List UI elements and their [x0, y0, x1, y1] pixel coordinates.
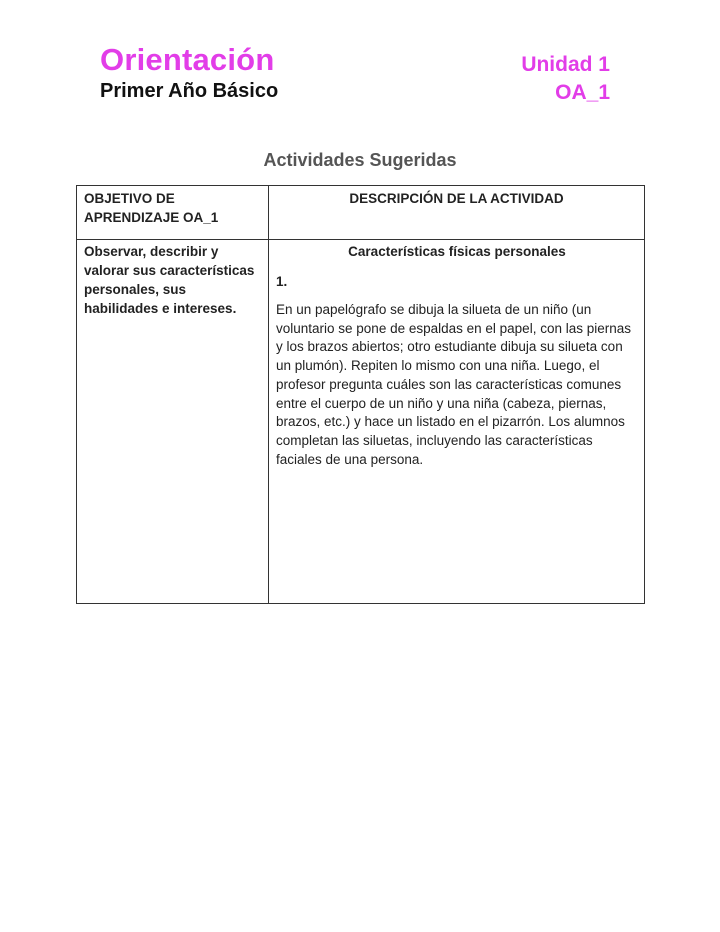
description-cell — [269, 240, 645, 604]
column-header-objective: OBJETIVO DE APRENDIZAJE OA_1 — [77, 186, 269, 240]
objective-cell: Observar, describir y valorar sus características personales, sus habilidades e intereses. — [77, 240, 269, 604]
activities-table — [76, 185, 645, 604]
table-header-row — [77, 186, 645, 240]
table-row — [77, 240, 645, 604]
column-header-description: DESCRIPCIÓN DE LA ACTIVIDAD — [269, 186, 645, 240]
subject-title: Orientación — [100, 42, 275, 77]
oa-label: OA_1 — [555, 81, 610, 104]
activity-number: 1. — [276, 274, 288, 289]
unit-label: Unidad 1 — [521, 53, 610, 76]
grade-title: Primer Año Básico — [100, 80, 279, 102]
section-title: Actividades Sugeridas — [263, 150, 457, 170]
activity-description: En un papelógrafo se dibuja la silueta de un niño (un voluntario se pone de espaldas en el papel, con las piernas y los brazos abiertos; otro estudiante dibuja su silueta con un plumón). Repiten lo mismo con una niña. Luego, el profesor pregunta cuáles son las características comunes entre el cuerpo de un niño y una niña (cabeza, piernas, brazos, etc.) y hace un listado en el pizarrón. Los alumnos completan las siluetas, incluyendo las características faciales de una persona. — [276, 302, 631, 467]
activity-title: Características físicas personales — [348, 244, 566, 259]
